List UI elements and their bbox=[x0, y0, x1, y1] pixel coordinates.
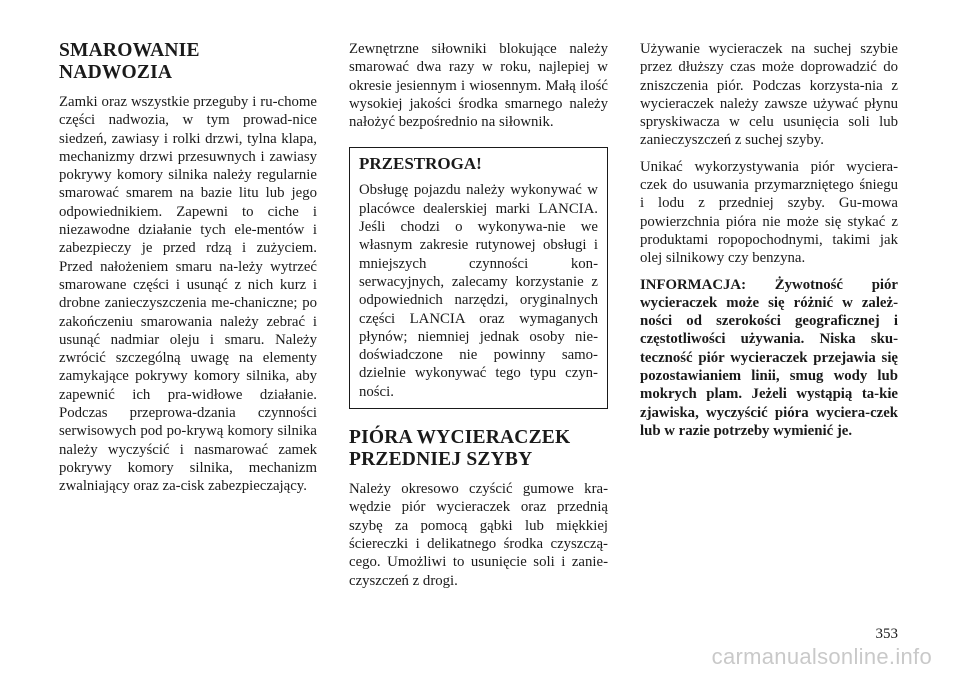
caution-box bbox=[349, 147, 608, 409]
lock-actuators-paragraph: Zewnętrzne siłowniki blokujące należy smarować dwa razy w roku, najlepiej w okresie jesiennym i wiosennym. Małą ilość wysokiej jakości środka smarnego należy nałożyć bezpośrednio na siłownik. bbox=[349, 41, 608, 131]
column-left bbox=[59, 40, 317, 504]
ice-removal-paragraph: Unikać wykorzystywania piór wyciera-czek do usuwania przymarzniętego śniegu i lodu z przedniej szyby. Gu-mowa powierzchnia pióra nie może się stykać z produktami ropopochodnymi, takimi jak olej silnikowy czy benzyna. bbox=[640, 158, 898, 267]
wiper-cleaning-paragraph: Należy okresowo czyścić gumowe kra-wędzie piór wycieraczek oraz przednią szybę za pomocą gąbki lub miękkiej ściereczki i delikatnego środka czyszczą-cego. Umożliwi to usunięcie soli i zanie-czyszczeń z drogi. bbox=[349, 481, 608, 589]
section-heading-body-lubrication: SMAROWANIE NADWOZIA bbox=[59, 40, 200, 83]
caution-title: PRZESTROGA! bbox=[359, 154, 482, 174]
section-heading-wiper-blades: PIÓRA WYCIERACZEK PRZEDNIEJ SZYBY bbox=[349, 427, 571, 471]
watermark-text: carmanualsonline.info bbox=[711, 644, 932, 669]
dry-wiping-paragraph: Używanie wycieraczek na suchej szybie przez dłuższy czas może doprowadzić do zniszczenia piór. Podczas korzysta-nia z wycieraczek należy zawsze używać płynu spryskiwacza w celu usunięcia soli lub zanieczyszczeń z suchej szyby. bbox=[640, 41, 898, 149]
column-right bbox=[640, 40, 898, 448]
information-note: INFORMACJA: Żywotność piór wycieraczek może się różnić w zależ-ności od szerokości geograficznej i częstotliwości używania. Niska sku-teczność piór wycieraczek przejawia się pozostawianiem linii, smug wody lub mokrych plam. Jeżeli wystąpią ta-kie zjawiska, wyczyścić pióra wyciera-czek lub w razie potrzeby wymienić je. bbox=[640, 276, 898, 439]
caution-text: Obsługę pojazdu należy wykonywać w placówce dealerskiej marki LANCIA. Jeśli chodzi o wykonywa-nie we własnym zakresie rutynowej obsługi i mniejszych czynności kon-serwacyjnych, zalecamy korzystanie z odpowiednich narzędzi, oryginalnych części LANCIA oraz wymaganych płynów; niemniej jednak osoby nie-doświadczone nie powinny samo-dzielnie wykonywać tego typu czyn-ności. bbox=[359, 182, 598, 400]
body-lubrication-paragraph: Zamki oraz wszystkie przeguby i ru-chome części nadwozia, w tym prowad-nice siedzeń, zawiasy i rolki drzwi, tylna klapa, mechanizmy drzwi przesuwnych i zawiasy pokrywy komory silnika należy regularnie smarować smarem na bazie litu lub jego odpowiednikiem. Zapewni to ciche i niezawodne działanie tych ele-mentów i zabezpieczy je przed rdzą i zużyciem. Przed nałożeniem smaru na-leży wytrzeć smarowane części i usunąć z nich kurz i drobne zanieczyszczenia me-chaniczne; po zakończeniu smarowania należy zebrać i usunąć nadmiar oleju i smaru. Należy zwrócić szczególną uwagę na elementy zamykające pokrywy komory silnika, aby zapewnić ich pra-widłowe działanie. Podczas przeprowa-dzania czynności serwisowych pod po-krywą komory silnika należy wyczyścić i nasmarować zamek pokrywy komory silnika, mechanizm zwalniający oraz za-cisk zabezpieczający. bbox=[59, 94, 317, 495]
page-number: 353 bbox=[875, 626, 898, 642]
column-middle bbox=[349, 40, 608, 598]
